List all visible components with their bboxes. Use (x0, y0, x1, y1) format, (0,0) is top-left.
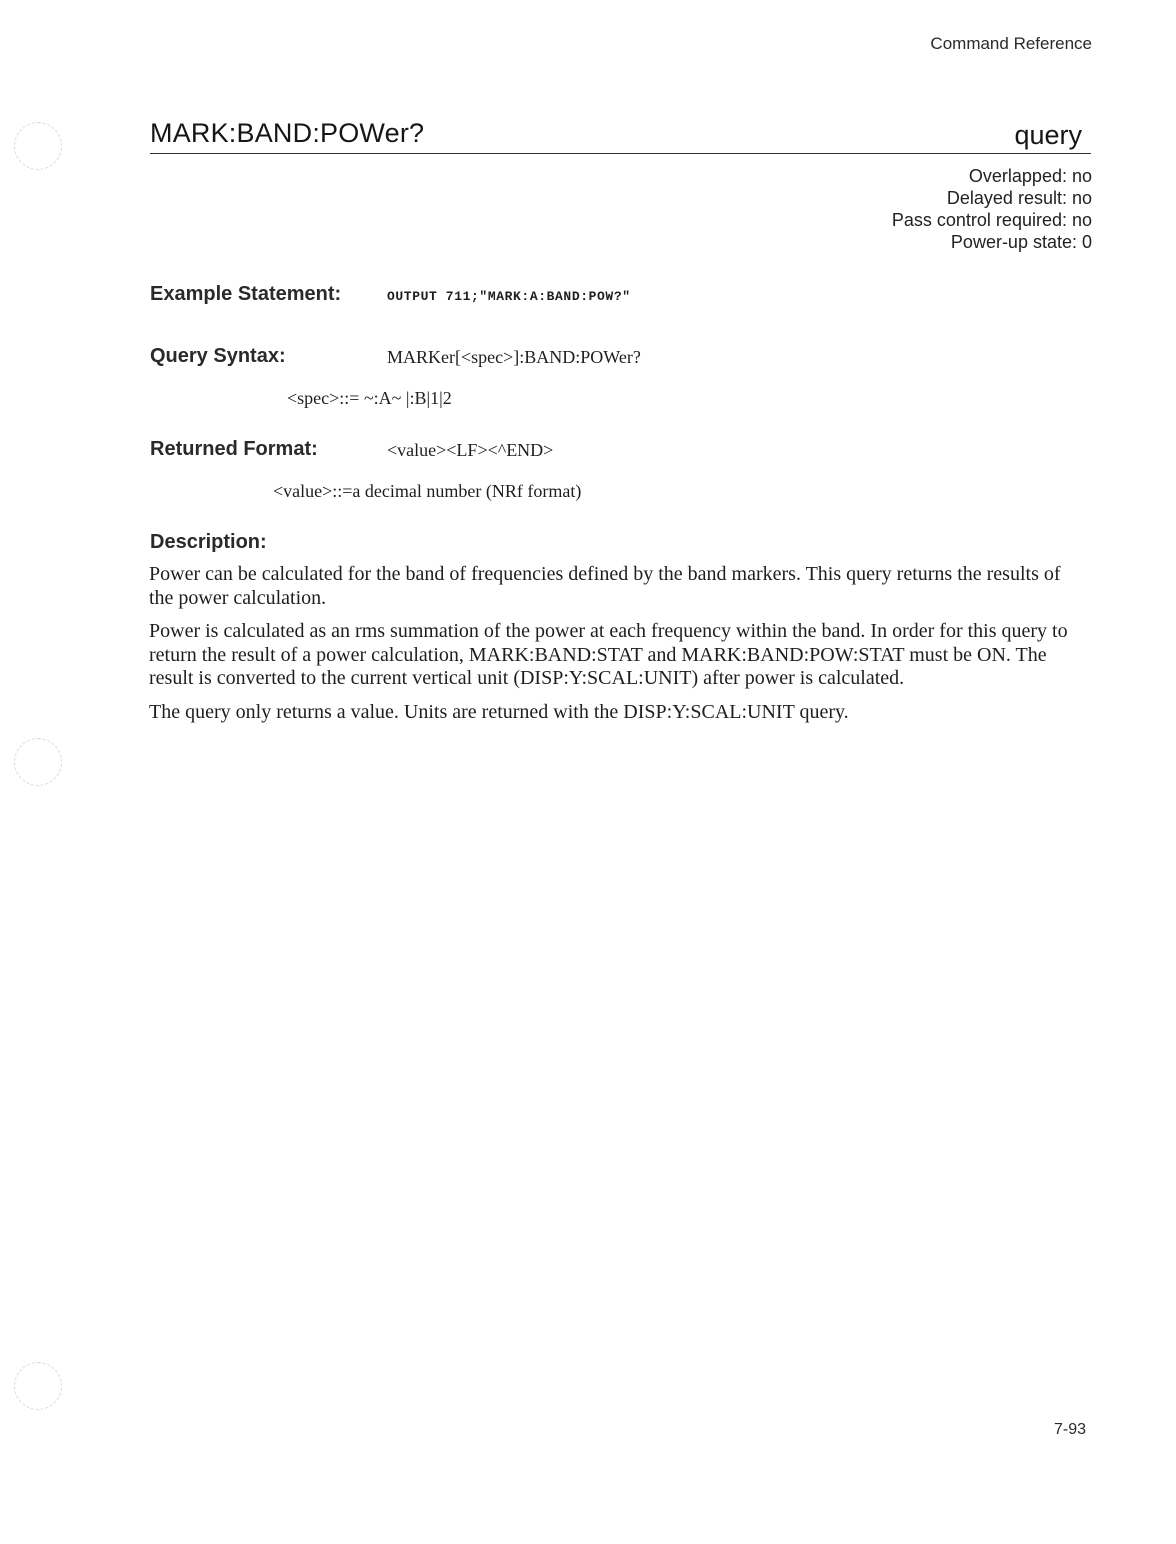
example-statement-code: OUTPUT 711;"MARK:A:BAND:POW?" (387, 289, 631, 304)
command-properties (892, 165, 1092, 253)
description-paragraph: Power is calculated as an rms summation of the power at each frequency within the band. In order for this query to return the result of a power calculation, MARK:BAND:STAT and MARK:BAND:POW:STAT must be ON. The result is converted to the current vertical unit (DISP:Y:SCAL:UNIT) after power is calculated. (149, 620, 1068, 689)
command-type: query (1014, 120, 1082, 150)
value-definition: <value>::=a decimal number (NRf format) (273, 481, 582, 501)
punch-hole-mark (14, 1362, 62, 1410)
property-overlapped: Overlapped: no (968, 166, 1092, 186)
returned-format-label: Returned Format: (150, 438, 318, 460)
page-number: 7-93 (1053, 1421, 1086, 1438)
description-paragraph: Power can be calculated for the band of frequencies defined by the band markers. This query returns the results of the power calculation. (149, 563, 1061, 609)
punch-hole-mark (14, 122, 62, 170)
property-pass-control: Pass control required: no (891, 210, 1092, 230)
query-syntax-value: MARKer[<spec>]:BAND:POWer? (387, 347, 641, 367)
command-title: MARK:BAND:POWer? (150, 118, 425, 148)
punch-hole-mark (14, 738, 62, 786)
property-delayed-result: Delayed result: no (946, 188, 1092, 208)
description-body (149, 563, 1084, 734)
title-rule (150, 153, 1091, 154)
property-power-up-state: Power-up state: 0 (950, 232, 1092, 252)
example-statement-label: Example Statement: (150, 283, 342, 305)
spec-definition: <spec>::= ~:A~ |:B|1|2 (287, 388, 452, 408)
query-syntax-label: Query Syntax: (150, 345, 286, 367)
running-header: Command Reference (930, 34, 1092, 53)
description-paragraph: The query only returns a value. Units are returned with the DISP:Y:SCAL:UNIT query. (149, 700, 849, 723)
description-label: Description: (150, 531, 267, 553)
returned-format-value: <value><LF><^END> (387, 440, 554, 460)
